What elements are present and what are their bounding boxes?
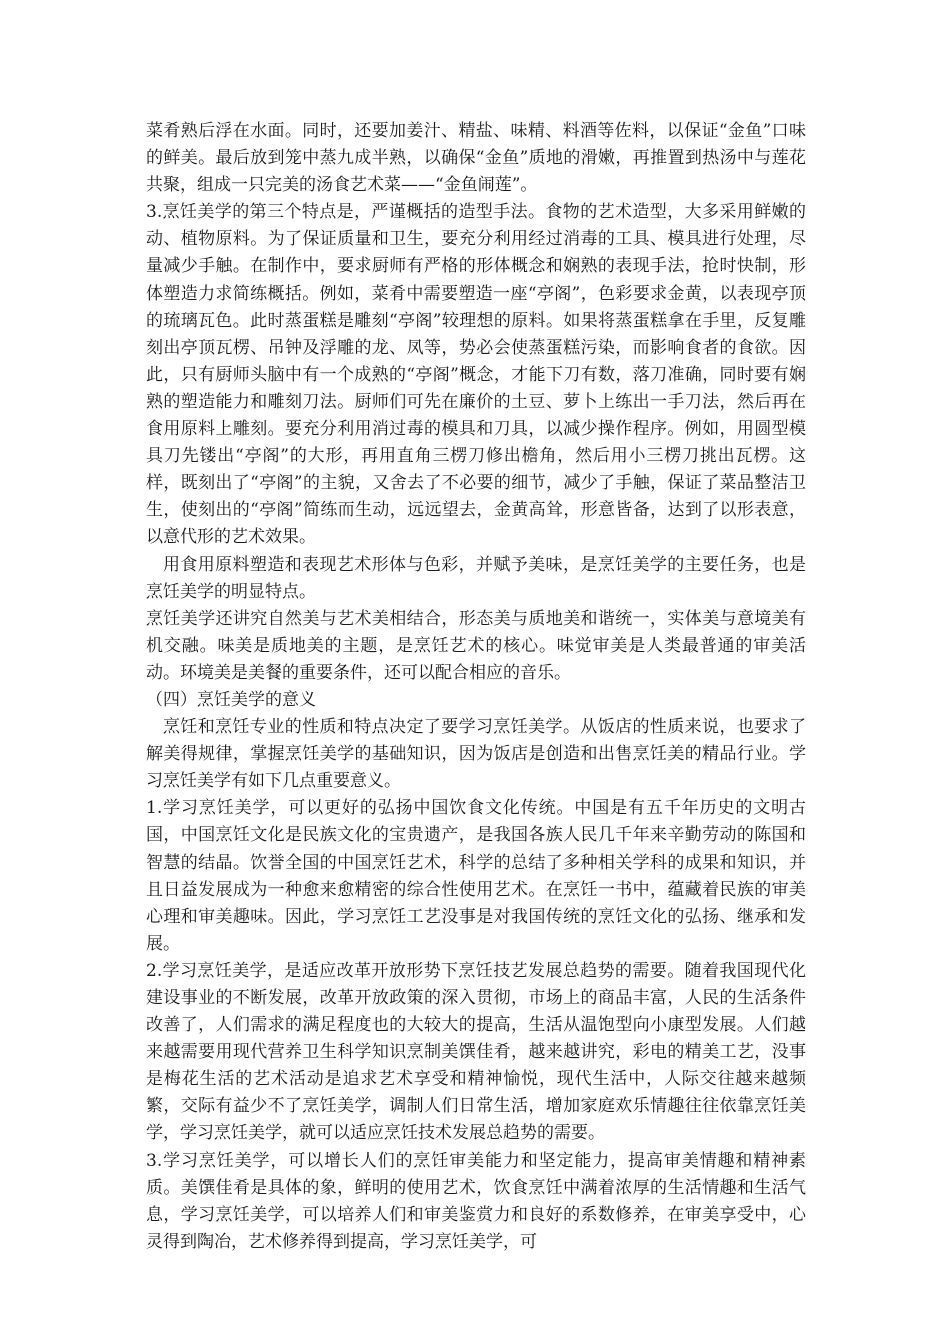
document-body [146,118,806,1256]
paragraph-significance-three: 3.学习烹饪美学，可以增长人们的烹饪审美能力和坚定能力，提高审美情趣和精神素质。美馔佳肴是具体的象，鲜明的使用艺术，饮食烹饪中满着浓厚的生活情趣和生活气息，学习烹饪美学，可以培养人们和审美鉴赏力和良好的系数修养，在审美享受中，心灵得到陶冶，艺术修养得到提高，学习烹饪美学，可 [146,1150,806,1252]
paragraph-significance-one: 1.学习烹饪美学，可以更好的弘扬中国饮食文化传统。中国是有五千年历史的文明古国，中国烹饪文化是民族文化的宝贵遗产，是我国各族人民几千年来辛勤劳动的陈国和智慧的结晶。饮誉全国的中国烹饪艺术，科学的总结了多种相关学科的成果和知识，并且日益发展成为一种愈来愈精密的综合性使用艺术。在烹饪一书中，蕴藏着民族的审美心理和审美趣味。因此，学习烹饪工艺没事是对我国传统的烹饪文化的弘扬、继承和发展。 [146,798,806,954]
paragraph-main-task: 用食用原料塑造和表现艺术形体与色彩，并赋予美味，是烹饪美学的主要任务，也是烹饪美学的明显特点。 [146,554,806,602]
paragraph-significance-intro: 烹饪和烹饪专业的性质和特点决定了要学习烹饪美学。从饭店的性质来说，也要求了解美得规律，掌握烹饪美学的基础知识，因为饭店是创造和出售烹饪美的精品行业。学习烹饪美学有如下几点重要意义。 [146,717,806,792]
paragraph-golden-fish-lotus: 菜肴熟后浮在水面。同时，还要加姜汁、精盐、味精、料酒等佐料，以保证“金鱼”口味的鲜美。最后放到笼中蒸九成半熟，以确保“金鱼”质地的滑嫩，再推置到热汤中与莲花共聚，组成一只完美的汤食艺术菜——“金鱼闹莲”。 [146,121,806,196]
paragraph-natural-and-art-beauty: 烹饪美学还讲究自然美与艺术美相结合，形态美与质地美和谐统一，实体美与意境美有机交融。味美是质地美的主题，是烹饪艺术的核心。味觉审美是人类最普通的审美活动。环境美是美餐的重要条件，还可以配合相应的音乐。 [146,608,806,683]
section-heading-significance: （四）烹饪美学的意义 [146,689,316,710]
paragraph-feature-three-modeling: 3.烹饪美学的第三个特点是，严谨概括的造型手法。食物的艺术造型，大多采用鲜嫩的动、植物原料。为了保证质量和卫生，要充分利用经过消毒的工具、模具进行处理，尽量减少手触。在制作中，要求厨师有严格的形体概念和娴熟的表现手法，抢时快制，形体塑造力求简练概括。例如，菜肴中需要塑造一座“亭阁”，色彩要求金黄，以表现亭顶的琉璃瓦色。此时蒸蛋糕是雕刻“亭阁”较理想的原料。如果将蒸蛋糕拿在手里，反复雕刻出亭顶瓦楞、吊钟及浮雕的龙、凤等，势必会使蒸蛋糕污染，而影响食者的食欲。因此，只有厨师头脑中有一个成熟的“亭阁”概念，才能下刀有数，落刀准确，同时要有娴熟的塑造能力和雕刻刀法。厨师们可先在廉价的土豆、萝卜上练出一手刀法，然后再在食用原料上雕刻。要充分利用消过毒的模具和刀具，以减少操作程序。例如，用圆型模具刀先镂出“亭阁”的大形，再用直角三楞刀修出檐角，然后用小三楞刀挑出瓦楞。这样，既刻出了“亭阁”的主貌，又舍去了不必要的细节，减少了手触，保证了菜品整洁卫生，使刻出的“亭阁”简练而生动，远远望去，金黄高耸，形意皆备，达到了以形表意，以意代形的艺术效果。 [146,202,806,548]
paragraph-significance-two: 2.学习烹饪美学，是适应改革开放形势下烹饪技艺发展总趋势的需要。随着我国现代化建设事业的不断发展，改革开放政策的深入贯彻，市场上的商品丰富，人民的生活条件改善了，人们需求的满足程度也的大较大的提高，生活从温饱型向小康型发展。人们越来越需要用现代营养卫生科学知识烹制美馔佳肴，越来越讲究，彩电的精美工艺，没事是梅花生活的艺术活动是追求艺术享受和精神愉悦，现代生活中，人际交往越来越频繁，交际有益少不了烹饪美学，调制人们日常生活，增加家庭欢乐情趣往往依靠烹饪美学，学习烹饪美学，就可以适应烹饪技术发展总趋势的需要。 [146,960,806,1144]
